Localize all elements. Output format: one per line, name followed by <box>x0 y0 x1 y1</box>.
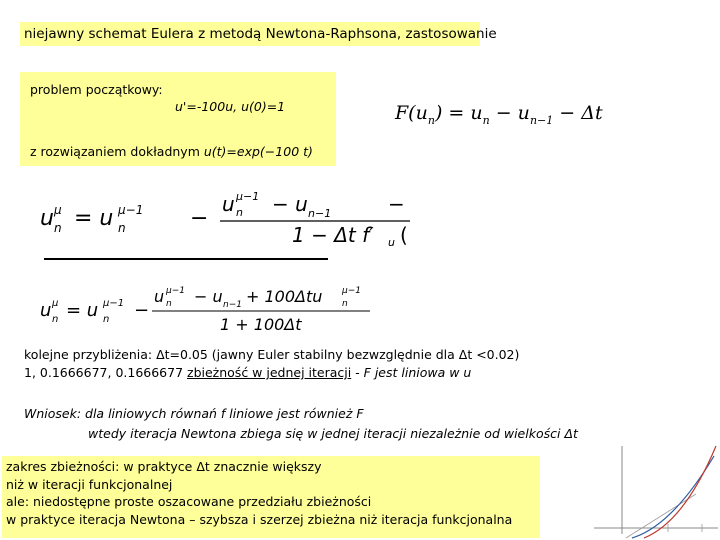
newton-iteration-equation <box>40 188 440 248</box>
svg-text:−: − <box>388 192 405 216</box>
svg-text:+ 100Δtu: + 100Δtu <box>246 287 323 306</box>
graph-tangent <box>626 494 696 538</box>
iteration-note <box>24 346 519 382</box>
note-line-1: kolejne przybliżenia: Δt=0.05 (jawny Euler stabilny bezwzględnie dla Δt <0.02) <box>24 347 520 362</box>
exact-solution-formula: u(t)=exp(−100 t) <box>203 144 313 159</box>
summary-line-2: niż w iteracji funkcjonalnej <box>6 476 173 492</box>
conclusion-line-2: wtedy iteracja Newtona zbiega się w jednej iteracji niezależnie od wielkości Δt <box>88 426 578 441</box>
summary-line-4: w praktyce iteracja Newtona – szybsza i szerzej zbieżna niż iteracja funkcjonalna <box>6 511 513 527</box>
svg-text:μ−1: μ−1 <box>103 298 125 309</box>
svg-text:n: n <box>166 299 172 309</box>
svg-text:n: n <box>52 314 59 325</box>
svg-text:u: u <box>40 206 54 231</box>
svg-text:1 + 100Δt: 1 + 100Δt <box>220 315 302 334</box>
separator-line <box>44 258 328 260</box>
svg-text:− u: − u <box>194 287 223 306</box>
formula-F: $F(u_n) = u_n - u_{n-1} - \Delta t$ <box>395 102 603 127</box>
svg-text:−: − <box>134 300 150 321</box>
svg-text:= u: = u <box>66 300 99 321</box>
svg-text:n: n <box>103 314 110 325</box>
svg-text:μ−1: μ−1 <box>118 203 144 217</box>
svg-text:μ−1: μ−1 <box>236 190 260 203</box>
note-line-2: 1, 0.1666677, 0.1666677 zbieżność w jednej iteracji - F jest liniowa w u <box>24 365 472 380</box>
svg-text:n: n <box>118 221 126 235</box>
svg-text:u: u <box>154 287 165 306</box>
svg-text:u: u <box>222 192 235 216</box>
summary-line-3: ale: niedostępne proste oszacowane przedziału zbieżności <box>6 494 372 509</box>
problem-box <box>20 72 336 166</box>
svg-text:μ: μ <box>52 298 59 309</box>
svg-text:μ: μ <box>54 203 62 217</box>
problem-equation: u'=-100u, u(0)=1 <box>175 99 286 114</box>
summary-box <box>2 456 540 538</box>
svg-text:n: n <box>54 221 62 235</box>
summary-line-1: zakres zbieżności: w praktyce Δt znacznie większy <box>6 459 322 474</box>
svg-text:u: u <box>40 300 52 321</box>
svg-text:= u: = u <box>74 206 114 231</box>
problem-label: problem początkowy: <box>30 82 163 97</box>
svg-text:μ−1: μ−1 <box>166 286 185 296</box>
svg-text:μ−1: μ−1 <box>342 286 361 296</box>
slide-title: niejawny schemat Eulera z metodą Newtona-Raphsona, zastosowanie <box>20 22 480 46</box>
svg-text:n−1: n−1 <box>223 300 242 310</box>
svg-text:(: ( <box>400 223 408 247</box>
svg-text:1 − Δt f′: 1 − Δt f′ <box>292 223 374 247</box>
linear-case-equation <box>40 284 400 340</box>
svg-text:n−1: n−1 <box>308 207 332 220</box>
svg-text:−: − <box>190 206 209 231</box>
exact-solution: z rozwiązaniem dokładnym u(t)=exp(−100 t) <box>30 144 313 159</box>
svg-text:− u: − u <box>272 192 308 216</box>
graph-curve-red <box>644 446 716 538</box>
svg-text:u: u <box>388 236 395 248</box>
conclusion-line-1: Wniosek: dla liniowych równań f liniowe jest również F <box>24 406 364 421</box>
conclusion <box>24 404 578 444</box>
convergence-sketch <box>592 442 720 540</box>
svg-text:n: n <box>342 299 348 309</box>
svg-text:n: n <box>236 206 243 219</box>
